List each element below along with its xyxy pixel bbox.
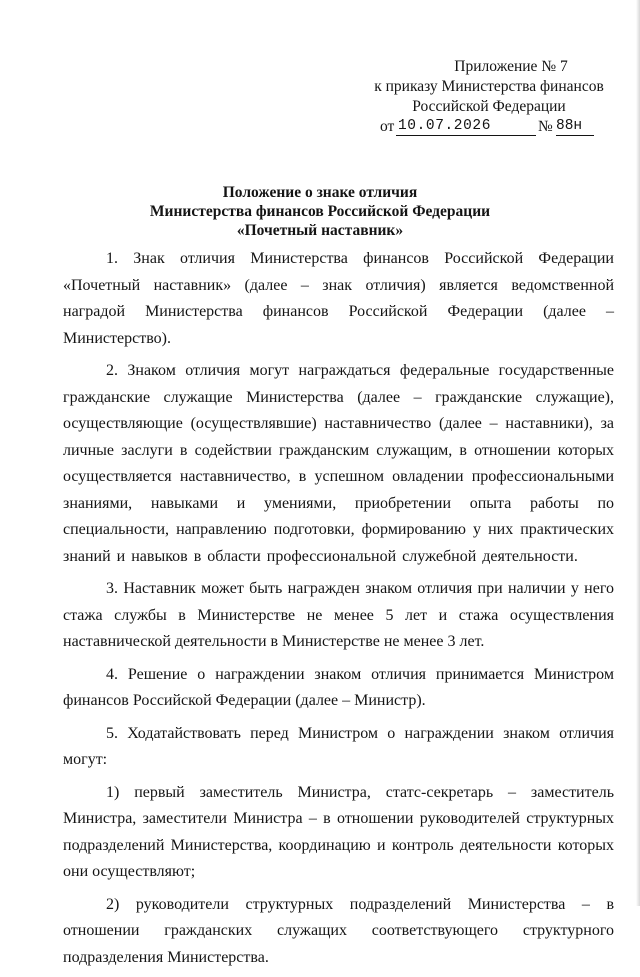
title-line-1: Положение о знаке отличия [222, 184, 418, 201]
appendix-date-line [360, 117, 618, 139]
paragraph-5-item-2: 2) руководители структурных подразделений Министерства – в отношении гражданских служащих соответствующего структурного подразделения Министерства. [63, 895, 614, 966]
order-number: 88н [556, 118, 583, 134]
scan-edge-shadow [636, 0, 640, 906]
paragraph-2: 2. Знаком отличия могут награждаться федеральные государственные гражданские служащие Министерства (далее – гражданские служащие), осуществляющие (осуществлявшие) наставничество (далее – наставники), за личные заслуги в содействии гражданским служащим, в отношении которых осуществляется наставничество, в успешном овладении профессиональными знаниями, навыками и умениями, приобретении опыта работы по специальности, направлению подготовки, формированию у них практических знаний и навыков в области профессиональной служебной деятельности. [63, 362, 614, 565]
document-body [63, 246, 614, 977]
date-field [396, 117, 536, 136]
number-prefix: № [538, 118, 553, 135]
appendix-number: Приложение № 7 [454, 58, 568, 75]
paragraph-5: 5. Ходатайствовать перед Министром о награждении знаком отличия могут: [63, 724, 614, 768]
appendix-header [360, 57, 618, 139]
paragraph-3: 3. Наставник может быть награжден знаком отличия при наличии у него стажа службы в Министерстве не менее 5 лет и стажа осуществления наставнической деятельности в Министерстве не менее 3 лет. [63, 580, 614, 650]
date-prefix: от [380, 118, 395, 135]
paragraph-5-item-1: 1) первый заместитель Министра, статс-секретарь – заместитель Министра, заместители Министра – в отношении руководителей структурных подразделений Министерства, координацию и контроль деятельности которых они осуществляют; [63, 783, 614, 880]
order-date: 10.07.2026 [398, 118, 492, 134]
document-title [40, 183, 600, 240]
paragraph-1: 1. Знак отличия Министерства финансов Российской Федерации «Почетный наставник» (далее – знак отличия) является ведомственной наградой Министерства финансов Российской Федерации (далее – Министерство). [63, 250, 614, 347]
title-line-3: «Почетный наставник» [236, 222, 404, 239]
appendix-federation: Российской Федерации [412, 98, 566, 115]
number-field [556, 117, 594, 136]
appendix-order-ref: к приказу Министерства финансов [374, 78, 604, 95]
title-line-2: Министерства финансов Российской Федерации [149, 203, 491, 220]
paragraph-4: 4. Решение о награждении знаком отличия принимается Министром финансов Российской Федерации (далее – Министр). [63, 665, 614, 709]
